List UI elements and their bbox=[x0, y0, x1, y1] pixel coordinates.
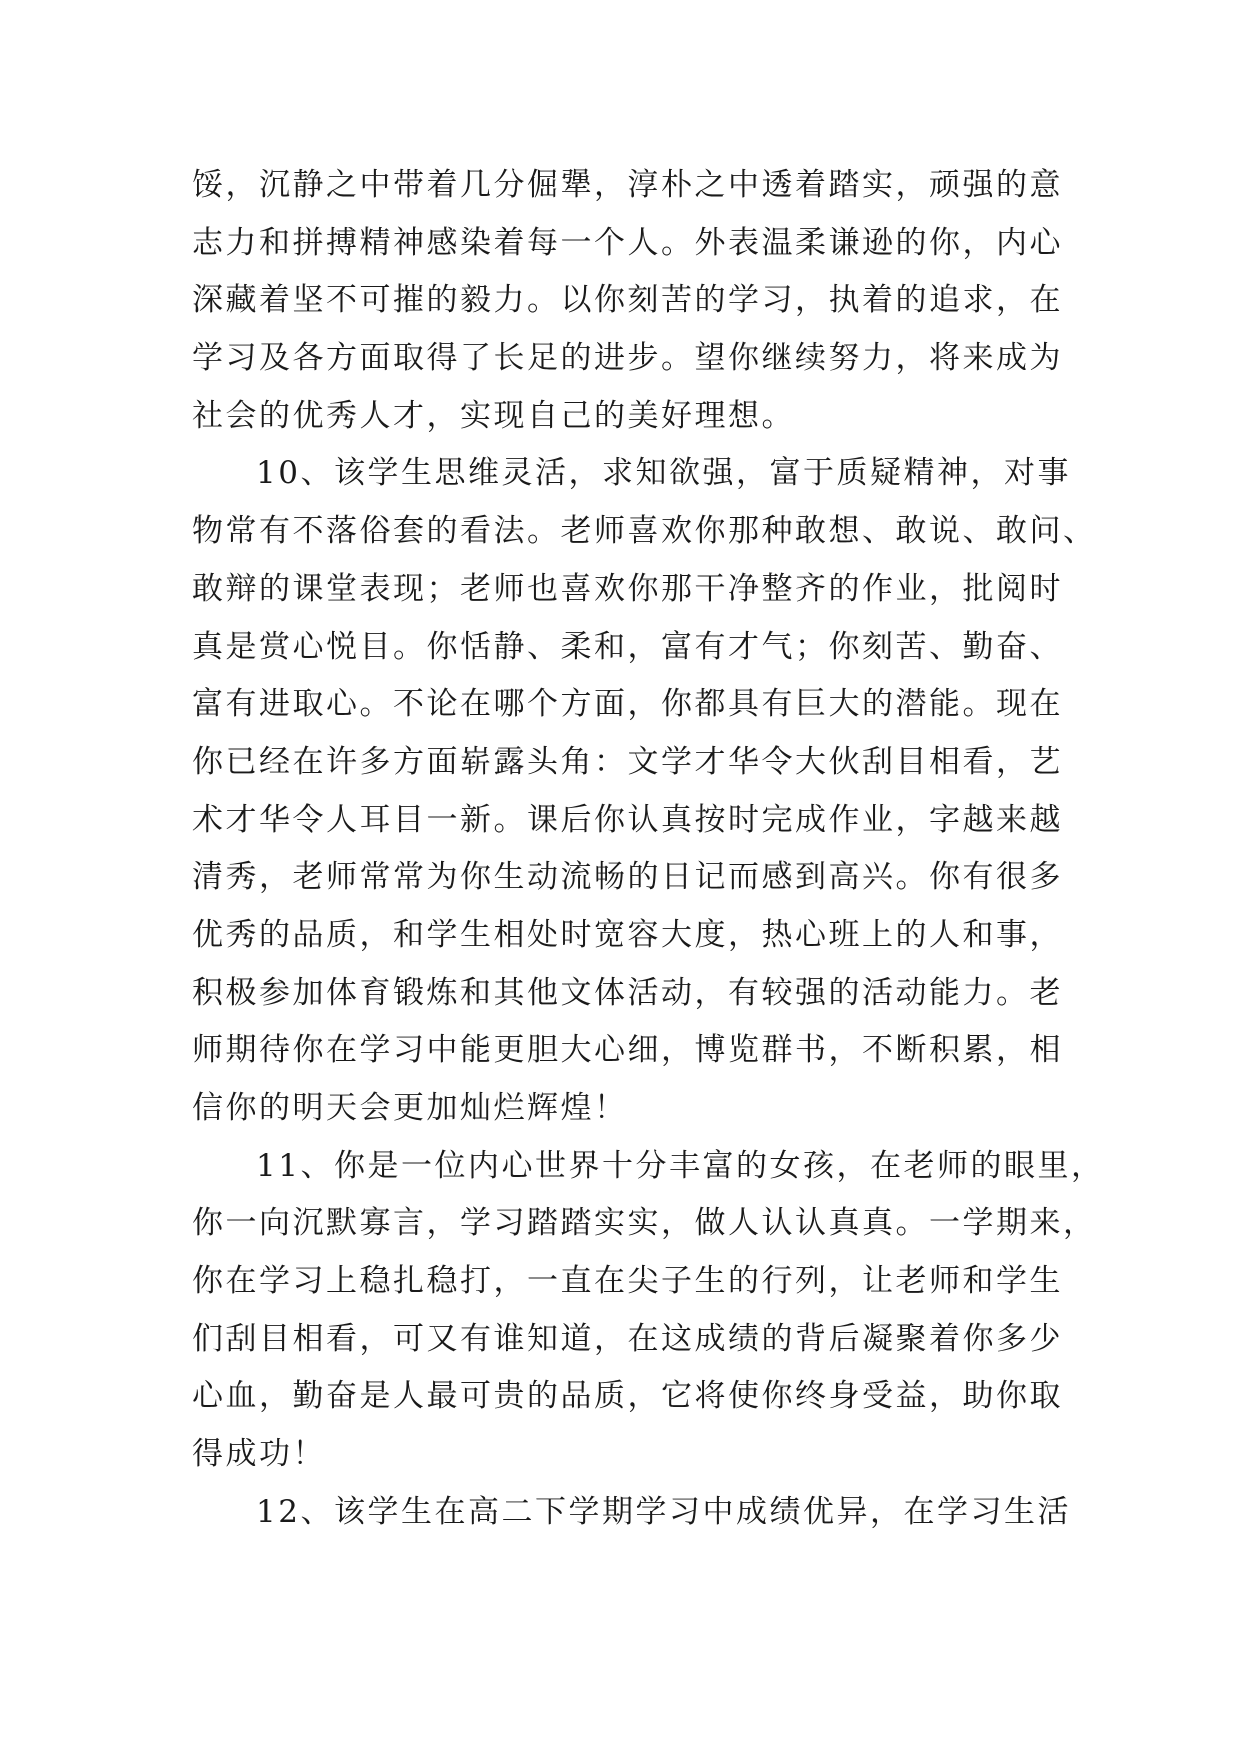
text-line: 你已经在许多方面崭露头角：文学才华令大伙刮目相看，艺 bbox=[192, 743, 1063, 780]
text-line: 清秀，老师常常为你生动流畅的日记而感到高兴。你有很多 bbox=[192, 859, 1063, 896]
text-line: 物常有不落俗套的看法。老师喜欢你那种敢想、敢说、敢问、 bbox=[192, 513, 1097, 550]
text-line: 术才华令人耳目一新。课后你认真按时完成作业，字越来越 bbox=[192, 801, 1063, 838]
text-line: 优秀的品质，和学生相处时宽容大度，热心班上的人和事， bbox=[192, 916, 1063, 953]
text-line: 馁，沉静之中带着几分倔犟，淳朴之中透着踏实，顽强的意 bbox=[192, 167, 1063, 203]
text-line: 得成功！ bbox=[192, 1436, 326, 1473]
text-line: 你一向沉默寡言，学习踏踏实实，做人认认真真。一学期来， bbox=[192, 1205, 1097, 1242]
text-line: 深藏着坚不可摧的毅力。以你刻苦的学习，执着的追求，在 bbox=[192, 282, 1063, 319]
text-line: 们刮目相看，可又有谁知道，在这成绩的背后凝聚着你多少 bbox=[192, 1320, 1063, 1357]
text-line: 富有进取心。不论在哪个方面，你都具有巨大的潜能。现在 bbox=[192, 686, 1063, 723]
paragraph-12-start: 12、该学生在高二下学期学习中成绩优异，在学习生活 bbox=[256, 1493, 1071, 1530]
text-line: 师期待你在学习中能更胆大心细，博览群书，不断积累，相 bbox=[192, 1032, 1063, 1069]
text-line: 真是赏心悦目。你恬静、柔和，富有才气；你刻苦、勤奋、 bbox=[192, 628, 1063, 665]
text-line: 社会的优秀人才，实现自己的美好理想。 bbox=[192, 397, 795, 434]
text-line: 学习及各方面取得了长足的进步。望你继续努力，将来成为 bbox=[192, 340, 1063, 377]
text-line: 心血，勤奋是人最可贵的品质，它将使你终身受益，助你取 bbox=[192, 1378, 1063, 1415]
paragraph-11-start: 11、你是一位内心世界十分丰富的女孩，在老师的眼里， bbox=[256, 1147, 1105, 1184]
text-line: 志力和拼搏精神感染着每一个人。外表温柔谦逊的你，内心 bbox=[192, 224, 1063, 261]
text-line: 积极参加体育锻炼和其他文体活动，有较强的活动能力。老 bbox=[192, 974, 1063, 1011]
paragraph-10-start: 10、该学生思维灵活，求知欲强，富于质疑精神，对事 bbox=[256, 455, 1071, 492]
text-line: 你在学习上稳扎稳打，一直在尖子生的行列，让老师和学生 bbox=[192, 1263, 1063, 1300]
text-line: 信你的明天会更加灿烂辉煌！ bbox=[192, 1090, 628, 1126]
document-body bbox=[192, 157, 1105, 1542]
text-line: 敢辩的课堂表现；老师也喜欢你那干净整齐的作业，批阅时 bbox=[192, 570, 1063, 607]
